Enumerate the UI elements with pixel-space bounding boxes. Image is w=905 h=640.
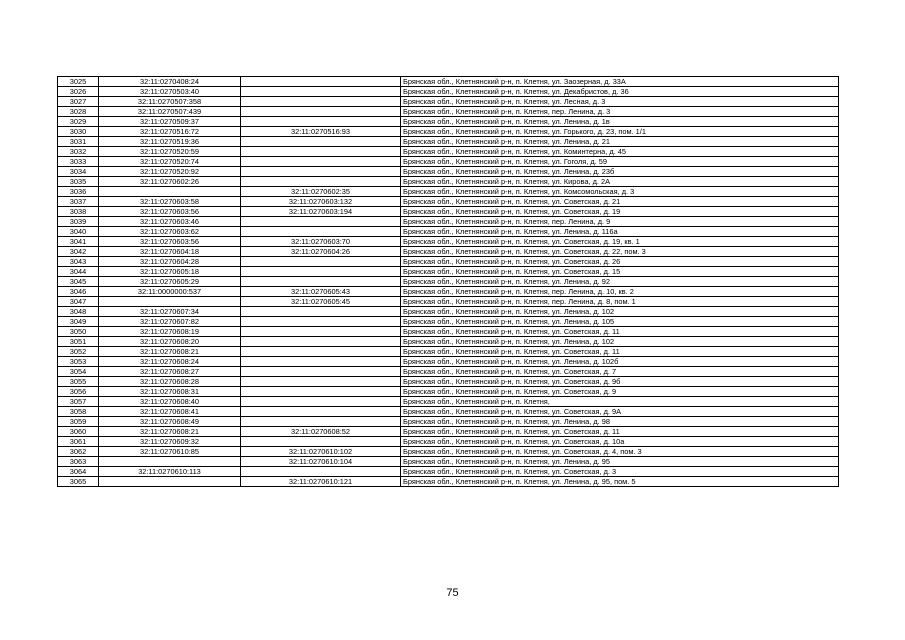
address-cell: Брянская обл., Клетнянский р-н, п. Клетня, ул. Советская, д. 26 (401, 257, 839, 267)
land-cadastral-number-cell: 32:11:0270605:18 (99, 267, 241, 277)
table-row (58, 417, 839, 427)
building-cadastral-number-cell: 32:11:0270516:93 (241, 127, 401, 137)
table-row (58, 227, 839, 237)
row-number-cell: 3042 (58, 247, 99, 257)
building-cadastral-number-cell (241, 307, 401, 317)
land-cadastral-number-cell: 32:11:0270607:82 (99, 317, 241, 327)
table-row (58, 217, 839, 227)
row-number-cell: 3030 (58, 127, 99, 137)
table-row (58, 307, 839, 317)
land-cadastral-number-cell: 32:11:0270408:24 (99, 77, 241, 87)
table-row (58, 447, 839, 457)
table-row (58, 327, 839, 337)
building-cadastral-number-cell (241, 337, 401, 347)
building-cadastral-number-cell (241, 407, 401, 417)
building-cadastral-number-cell (241, 227, 401, 237)
address-cell: Брянская обл., Клетнянский р-н, п. Клетня, ул. Ленина, д. 102 (401, 307, 839, 317)
building-cadastral-number-cell (241, 357, 401, 367)
building-cadastral-number-cell (241, 437, 401, 447)
land-cadastral-number-cell: 32:11:0270608:20 (99, 337, 241, 347)
row-number-cell: 3035 (58, 177, 99, 187)
address-cell: Брянская обл., Клетнянский р-н, п. Клетня, ул. Лесная, д. 3 (401, 97, 839, 107)
land-cadastral-number-cell: 32:11:0270610:85 (99, 447, 241, 457)
table-row (58, 287, 839, 297)
building-cadastral-number-cell: 32:11:0270603:70 (241, 237, 401, 247)
table-row (58, 207, 839, 217)
building-cadastral-number-cell: 32:11:0270604:26 (241, 247, 401, 257)
row-number-cell: 3041 (58, 237, 99, 247)
table-row (58, 247, 839, 257)
table-row (58, 177, 839, 187)
table-row (58, 407, 839, 417)
building-cadastral-number-cell (241, 277, 401, 287)
address-cell: Брянская обл., Клетнянский р-н, п. Клетня, (401, 397, 839, 407)
address-cell: Брянская обл., Клетнянский р-н, п. Клетня, пер. Ленина, д. 3 (401, 107, 839, 117)
address-cell: Брянская обл., Клетнянский р-н, п. Клетня, ул. Горького, д. 23, пом. 1/1 (401, 127, 839, 137)
table-row (58, 337, 839, 347)
address-cell: Брянская обл., Клетнянский р-н, п. Клетня, пер. Ленина, д. 8, пом. 1 (401, 297, 839, 307)
row-number-cell: 3028 (58, 107, 99, 117)
address-cell: Брянская обл., Клетнянский р-н, п. Клетня, ул. Ленина, д. 102б (401, 357, 839, 367)
land-cadastral-number-cell: 32:11:0270520:74 (99, 157, 241, 167)
building-cadastral-number-cell: 32:11:0270608:52 (241, 427, 401, 437)
address-cell: Брянская обл., Клетнянский р-н, п. Клетня, ул. Советская, д. 19, кв. 1 (401, 237, 839, 247)
building-cadastral-number-cell (241, 137, 401, 147)
row-number-cell: 3046 (58, 287, 99, 297)
address-cell: Брянская обл., Клетнянский р-н, п. Клетня, ул. Советская, д. 19 (401, 207, 839, 217)
row-number-cell: 3062 (58, 447, 99, 457)
table-row (58, 97, 839, 107)
address-cell: Брянская обл., Клетнянский р-н, п. Клетня, ул. Советская, д. 3 (401, 467, 839, 477)
land-cadastral-number-cell: 32:11:0270608:41 (99, 407, 241, 417)
land-cadastral-number-cell: 32:11:0270507:358 (99, 97, 241, 107)
building-cadastral-number-cell (241, 147, 401, 157)
address-cell: Брянская обл., Клетнянский р-н, п. Клетня, ул. Ленина, д. 21 (401, 137, 839, 147)
row-number-cell: 3050 (58, 327, 99, 337)
row-number-cell: 3036 (58, 187, 99, 197)
land-cadastral-number-cell: 32:11:0270608:27 (99, 367, 241, 377)
address-cell: Брянская обл., Клетнянский р-н, п. Клетня, ул. Советская, д. 21 (401, 197, 839, 207)
land-cadastral-number-cell: 32:11:0270603:56 (99, 207, 241, 217)
building-cadastral-number-cell: 32:11:0270610:102 (241, 447, 401, 457)
address-cell: Брянская обл., Клетнянский р-н, п. Клетня, ул. Советская, д. 9б (401, 377, 839, 387)
row-number-cell: 3051 (58, 337, 99, 347)
address-cell: Брянская обл., Клетнянский р-н, п. Клетня, ул. Коминтерна, д. 45 (401, 147, 839, 157)
building-cadastral-number-cell (241, 167, 401, 177)
building-cadastral-number-cell: 32:11:0270610:121 (241, 477, 401, 487)
table-row (58, 237, 839, 247)
address-cell: Брянская обл., Клетнянский р-н, п. Клетня, ул. Советская, д. 11 (401, 427, 839, 437)
building-cadastral-number-cell (241, 257, 401, 267)
row-number-cell: 3054 (58, 367, 99, 377)
row-number-cell: 3034 (58, 167, 99, 177)
land-cadastral-number-cell: 32:11:0270507:439 (99, 107, 241, 117)
row-number-cell: 3060 (58, 427, 99, 437)
address-cell: Брянская обл., Клетнянский р-н, п. Клетня, ул. Ленина, д. 102 (401, 337, 839, 347)
row-number-cell: 3043 (58, 257, 99, 267)
land-cadastral-number-cell: 32:11:0270604:18 (99, 247, 241, 257)
row-number-cell: 3038 (58, 207, 99, 217)
address-cell: Брянская обл., Клетнянский р-н, п. Клетня, ул. Гоголя, д. 59 (401, 157, 839, 167)
row-number-cell: 3029 (58, 117, 99, 127)
land-cadastral-number-cell: 32:11:0270603:46 (99, 217, 241, 227)
table-row (58, 267, 839, 277)
table-row (58, 127, 839, 137)
table-row (58, 87, 839, 97)
land-cadastral-number-cell: 32:11:0270604:28 (99, 257, 241, 267)
row-number-cell: 3045 (58, 277, 99, 287)
row-number-cell: 3049 (58, 317, 99, 327)
address-cell: Брянская обл., Клетнянский р-н, п. Клетня, ул. Советская, д. 10а (401, 437, 839, 447)
table-row (58, 457, 839, 467)
table-row (58, 277, 839, 287)
row-number-cell: 3032 (58, 147, 99, 157)
land-cadastral-number-cell: 32:11:0270610:113 (99, 467, 241, 477)
table-row (58, 137, 839, 147)
table-row (58, 257, 839, 267)
building-cadastral-number-cell (241, 107, 401, 117)
row-number-cell: 3052 (58, 347, 99, 357)
address-cell: Брянская обл., Клетнянский р-н, п. Клетня, ул. Ленина, д. 1в (401, 117, 839, 127)
row-number-cell: 3031 (58, 137, 99, 147)
address-cell: Брянская обл., Клетнянский р-н, п. Клетня, ул. Советская, д. 15 (401, 267, 839, 277)
land-cadastral-number-cell: 32:11:0270608:40 (99, 397, 241, 407)
table-row (58, 117, 839, 127)
land-cadastral-number-cell: 32:11:0270602:26 (99, 177, 241, 187)
building-cadastral-number-cell (241, 347, 401, 357)
row-number-cell: 3044 (58, 267, 99, 277)
row-number-cell: 3039 (58, 217, 99, 227)
building-cadastral-number-cell (241, 157, 401, 167)
land-cadastral-number-cell (99, 477, 241, 487)
building-cadastral-number-cell (241, 77, 401, 87)
row-number-cell: 3064 (58, 467, 99, 477)
building-cadastral-number-cell (241, 87, 401, 97)
land-cadastral-number-cell: 32:11:0270608:28 (99, 377, 241, 387)
row-number-cell: 3047 (58, 297, 99, 307)
land-cadastral-number-cell: 32:11:0270603:58 (99, 197, 241, 207)
table-row (58, 437, 839, 447)
row-number-cell: 3027 (58, 97, 99, 107)
table-row (58, 77, 839, 87)
table-row (58, 147, 839, 157)
address-cell: Брянская обл., Клетнянский р-н, п. Клетня, ул. Ленина, д. 116а (401, 227, 839, 237)
table-row (58, 107, 839, 117)
table-row (58, 397, 839, 407)
land-cadastral-number-cell: 32:11:0270603:62 (99, 227, 241, 237)
address-cell: Брянская обл., Клетнянский р-н, п. Клетня, ул. Советская, д. 22, пом. 3 (401, 247, 839, 257)
land-cadastral-number-cell: 32:11:0270509:37 (99, 117, 241, 127)
land-cadastral-number-cell: 32:11:0270516:72 (99, 127, 241, 137)
land-cadastral-number-cell: 32:11:0270503:40 (99, 87, 241, 97)
land-cadastral-number-cell (99, 187, 241, 197)
table-row (58, 427, 839, 437)
building-cadastral-number-cell: 32:11:0270610:104 (241, 457, 401, 467)
address-cell: Брянская обл., Клетнянский р-н, п. Клетня, ул. Ленина, д. 98 (401, 417, 839, 427)
property-registry-table (57, 76, 839, 487)
row-number-cell: 3048 (58, 307, 99, 317)
land-cadastral-number-cell: 32:11:0270520:92 (99, 167, 241, 177)
building-cadastral-number-cell: 32:11:0270603:132 (241, 197, 401, 207)
row-number-cell: 3059 (58, 417, 99, 427)
row-number-cell: 3040 (58, 227, 99, 237)
building-cadastral-number-cell (241, 97, 401, 107)
row-number-cell: 3057 (58, 397, 99, 407)
table-row (58, 347, 839, 357)
row-number-cell: 3056 (58, 387, 99, 397)
land-cadastral-number-cell (99, 297, 241, 307)
land-cadastral-number-cell: 32:11:0270608:19 (99, 327, 241, 337)
building-cadastral-number-cell (241, 177, 401, 187)
building-cadastral-number-cell (241, 417, 401, 427)
building-cadastral-number-cell (241, 217, 401, 227)
page-number: 75 (446, 587, 459, 599)
address-cell: Брянская обл., Клетнянский р-н, п. Клетня, ул. Советская, д. 9А (401, 407, 839, 417)
building-cadastral-number-cell: 32:11:0270605:43 (241, 287, 401, 297)
table-row (58, 317, 839, 327)
address-cell: Брянская обл., Клетнянский р-н, п. Клетня, пер. Ленина, д. 10, кв. 2 (401, 287, 839, 297)
land-cadastral-number-cell: 32:11:0270605:29 (99, 277, 241, 287)
building-cadastral-number-cell: 32:11:0270605:45 (241, 297, 401, 307)
land-cadastral-number-cell: 32:11:0270608:49 (99, 417, 241, 427)
land-cadastral-number-cell: 32:11:0270608:21 (99, 427, 241, 437)
registry-table-body (58, 77, 839, 487)
address-cell: Брянская обл., Клетнянский р-н, п. Клетня, ул. Советская, д. 7 (401, 367, 839, 377)
building-cadastral-number-cell (241, 117, 401, 127)
land-cadastral-number-cell: 32:11:0270607:34 (99, 307, 241, 317)
address-cell: Брянская обл., Клетнянский р-н, п. Клетня, ул. Ленина, д. 105 (401, 317, 839, 327)
address-cell: Брянская обл., Клетнянский р-н, п. Клетня, ул. Ленина, д. 95, пом. 5 (401, 477, 839, 487)
address-cell: Брянская обл., Клетнянский р-н, п. Клетня, ул. Декабристов, д. 36 (401, 87, 839, 97)
address-cell: Брянская обл., Клетнянский р-н, п. Клетня, ул. Советская, д. 11 (401, 347, 839, 357)
row-number-cell: 3037 (58, 197, 99, 207)
table-row (58, 167, 839, 177)
land-cadastral-number-cell: 32:11:0270519:36 (99, 137, 241, 147)
building-cadastral-number-cell (241, 397, 401, 407)
address-cell: Брянская обл., Клетнянский р-н, п. Клетня, ул. Ленина, д. 92 (401, 277, 839, 287)
row-number-cell: 3033 (58, 157, 99, 167)
building-cadastral-number-cell (241, 387, 401, 397)
address-cell: Брянская обл., Клетнянский р-н, п. Клетня, ул. Советская, д. 11 (401, 327, 839, 337)
row-number-cell: 3055 (58, 377, 99, 387)
building-cadastral-number-cell (241, 327, 401, 337)
address-cell: Брянская обл., Клетнянский р-н, п. Клетня, ул. Советская, д. 4, пом. 3 (401, 447, 839, 457)
land-cadastral-number-cell: 32:11:0270608:21 (99, 347, 241, 357)
row-number-cell: 3061 (58, 437, 99, 447)
land-cadastral-number-cell: 32:11:0270608:31 (99, 387, 241, 397)
table-row (58, 467, 839, 477)
building-cadastral-number-cell (241, 317, 401, 327)
row-number-cell: 3053 (58, 357, 99, 367)
building-cadastral-number-cell: 32:11:0270602:35 (241, 187, 401, 197)
land-cadastral-number-cell: 32:11:0270520:59 (99, 147, 241, 157)
table-row (58, 357, 839, 367)
land-cadastral-number-cell: 32:11:0270603:56 (99, 237, 241, 247)
address-cell: Брянская обл., Клетнянский р-н, п. Клетня, ул. Советская, д. 9 (401, 387, 839, 397)
table-row (58, 157, 839, 167)
address-cell: Брянская обл., Клетнянский р-н, п. Клетня, ул. Комсомольская, д. 3 (401, 187, 839, 197)
table-row (58, 187, 839, 197)
row-number-cell: 3065 (58, 477, 99, 487)
address-cell: Брянская обл., Клетнянский р-н, п. Клетня, ул. Ленина, д. 95 (401, 457, 839, 467)
table-row (58, 197, 839, 207)
building-cadastral-number-cell (241, 267, 401, 277)
address-cell: Брянская обл., Клетнянский р-н, п. Клетня, пер. Ленина, д. 9 (401, 217, 839, 227)
address-cell: Брянская обл., Клетнянский р-н, п. Клетня, ул. Кирова, д. 2А (401, 177, 839, 187)
building-cadastral-number-cell (241, 367, 401, 377)
table-row (58, 297, 839, 307)
building-cadastral-number-cell: 32:11:0270603:194 (241, 207, 401, 217)
row-number-cell: 3058 (58, 407, 99, 417)
address-cell: Брянская обл., Клетнянский р-н, п. Клетня, ул. Заозерная, д. 33А (401, 77, 839, 87)
table-row (58, 477, 839, 487)
land-cadastral-number-cell: 32:11:0270608:24 (99, 357, 241, 367)
building-cadastral-number-cell (241, 467, 401, 477)
land-cadastral-number-cell: 32:11:0270609:32 (99, 437, 241, 447)
table-row (58, 387, 839, 397)
row-number-cell: 3026 (58, 87, 99, 97)
table-row (58, 367, 839, 377)
address-cell: Брянская обл., Клетнянский р-н, п. Клетня, ул. Ленина, д. 23б (401, 167, 839, 177)
row-number-cell: 3063 (58, 457, 99, 467)
table-row (58, 377, 839, 387)
land-cadastral-number-cell (99, 457, 241, 467)
land-cadastral-number-cell: 32:11:0000000:537 (99, 287, 241, 297)
row-number-cell: 3025 (58, 77, 99, 87)
building-cadastral-number-cell (241, 377, 401, 387)
